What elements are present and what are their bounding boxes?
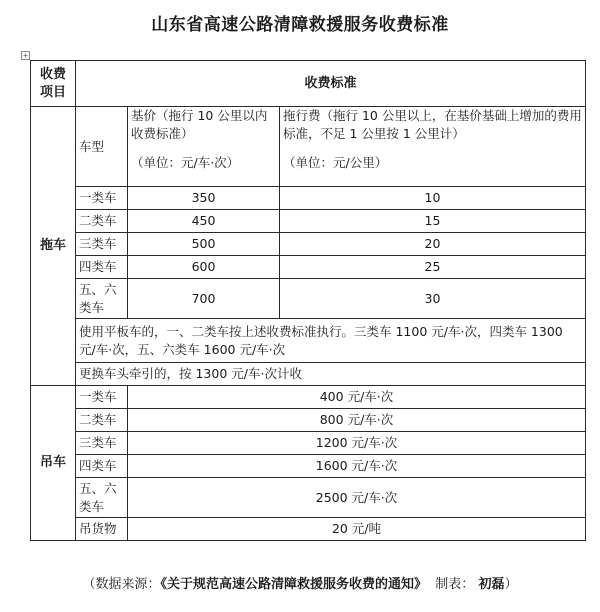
towing-fee-header [280,107,586,187]
tractor-note: 更换车头牵引的，按 1300 元/车·次计收 [76,363,586,386]
crane-category-label: 吊车 [39,455,66,470]
towing-fee-cell: 15 [280,210,586,233]
base-price-cell: 600 [128,256,280,279]
vehicle-type-header [76,107,128,187]
towing-category-cell [31,107,76,386]
towing-fee-cell: 25 [280,256,586,279]
tractor-note-row [31,363,586,386]
towing-category-label: 拖车 [39,238,66,253]
vehicle-cell: 吊货物 [76,518,128,541]
table-row [31,455,586,478]
towing-fee-cell: 30 [280,279,586,319]
vehicle-cell: 三类车 [76,432,128,455]
table-row [31,478,586,518]
towing-fee-label: 拖行费（拖行 10 公里以上，在基价基础上增加的费用标准，不足 1 公里按 1 公里计） [283,108,582,141]
vehicle-cell: 二类车 [76,210,128,233]
maker-label: 制表： [435,577,475,592]
crane-price-cell: 2500 元/车·次 [128,478,586,518]
base-price-cell: 700 [128,279,280,319]
header-item-cell [31,61,76,107]
table-row [31,210,586,233]
crane-price-cell: 1200 元/车·次 [128,432,586,455]
source-prefix: （数据来源： [82,577,161,592]
towing-fee-unit: （单位：元/公里） [283,155,388,170]
base-price-cell: 450 [128,210,280,233]
source-footer [0,573,600,592]
vehicle-cell: 一类车 [76,386,128,409]
table-row [31,432,586,455]
page-title: 山东省高速公路清障救援服务收费标准 [151,15,449,35]
towing-fee-cell: 10 [280,187,586,210]
vehicle-cell: 四类车 [76,455,128,478]
crane-price-cell: 1600 元/车·次 [128,455,586,478]
table-row [31,233,586,256]
header-standard-cell [76,61,586,107]
base-price-cell: 350 [128,187,280,210]
crane-price-cell: 20 元/吨 [128,518,586,541]
flatbed-note-row [31,319,586,363]
table-row [31,256,586,279]
table-row [31,187,586,210]
vehicle-type-label: 车型 [79,138,105,154]
vehicle-cell: 二类车 [76,409,128,432]
base-price-label: 基价（拖行 10 公里以内收费标准） [131,108,268,141]
table-row [31,279,586,319]
table-row [31,409,586,432]
towing-column-header-row [31,107,586,187]
vehicle-cell: 五、六类车 [76,478,128,518]
vehicle-cell: 四类车 [76,256,128,279]
base-price-cell: 500 [128,233,280,256]
base-price-header [128,107,280,187]
table-move-handle-icon[interactable]: + [21,51,30,60]
crane-price-cell: 800 元/车·次 [128,409,586,432]
base-price-unit: （单位：元/车·次） [131,155,240,170]
source-title: 《关于规范高速公路清障救援服务收费的通知》 [160,577,428,592]
header-item-label: 收费 项目 [39,66,66,100]
fee-table [30,60,586,541]
vehicle-cell: 五、六类车 [76,279,128,319]
crane-category-cell [31,386,76,541]
flatbed-note: 使用平板车的，一、二类车按上述收费标准执行。三类车 1100 元/车·次，四类车 1300 元/车·次，五、六类车 1600 元/车·次 [76,319,586,363]
header-standard-label: 收费标准 [304,75,357,91]
table-header-row [31,61,586,107]
table-row [31,518,586,541]
maker-name: 初磊 [478,577,505,592]
vehicle-cell: 三类车 [76,233,128,256]
source-suffix: ） [504,577,518,592]
vehicle-cell: 一类车 [76,187,128,210]
table-row [31,386,586,409]
towing-fee-cell: 20 [280,233,586,256]
crane-price-cell: 400 元/车·次 [128,386,586,409]
